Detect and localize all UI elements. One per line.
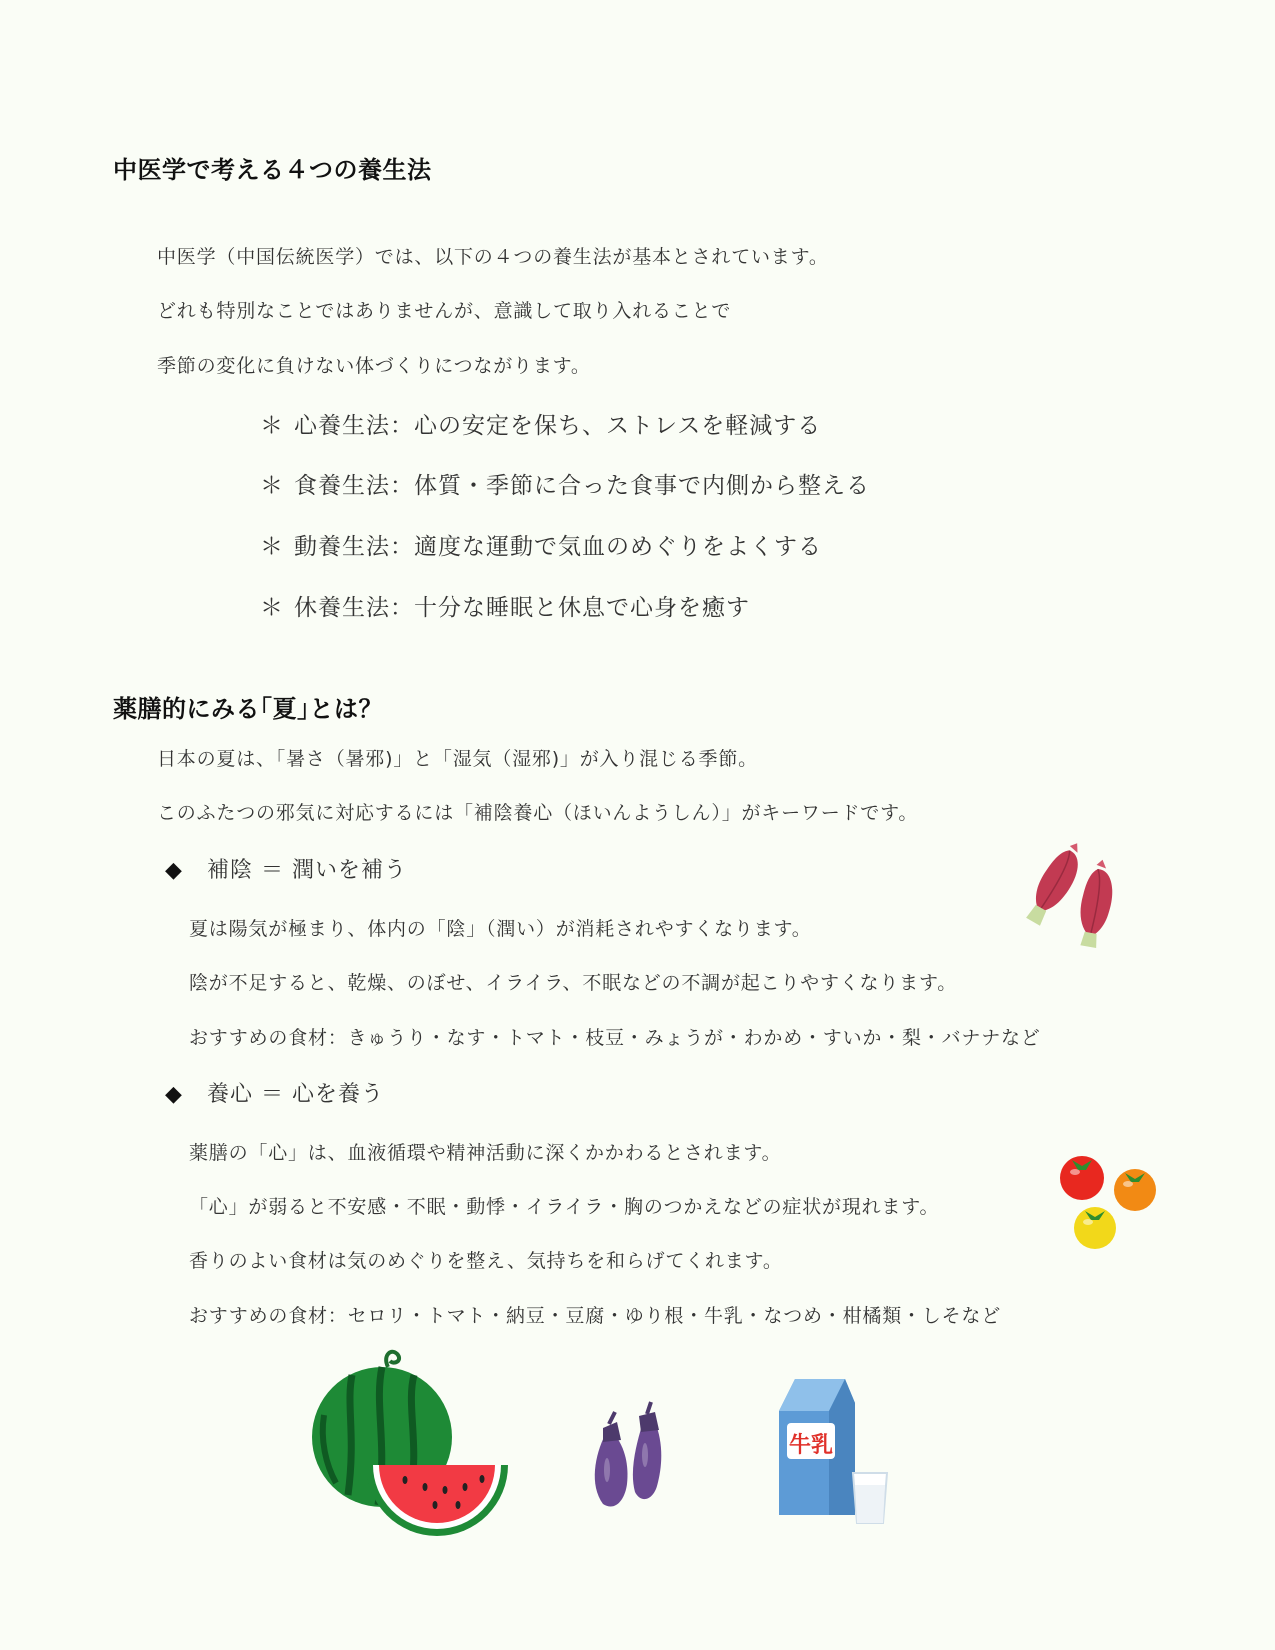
myoga-illustration: [1030, 838, 1130, 943]
eggplant-illustration: [585, 1400, 675, 1515]
youshin-line-1: 薬膳の「心」は、血液循環や精神活動に深くかかわるとされます。: [189, 1142, 782, 1164]
method-text: 心養生法：心の安定を保ち、ストレスを軽減する: [294, 413, 822, 439]
youshin-heading: [165, 1077, 384, 1108]
section1-intro-line-1: 中医学（中国伝統医学）では、以下の４つの養生法が基本とされています。: [157, 246, 829, 268]
method-text: 動養生法：適度な運動で気血のめぐりをよくする: [294, 534, 822, 560]
section1-intro-line-3: 季節の変化に負けない体づくりにつながります。: [157, 355, 591, 377]
method-text: 食養生法：体質・季節に合った食事で内側から整える: [294, 473, 870, 499]
youshin-heading-text: 養心 ＝ 心を養う: [207, 1082, 384, 1107]
section2-title: 薬膳的にみる｢夏｣とは？: [113, 695, 383, 723]
method-item-kokoro: [260, 407, 821, 440]
hoin-heading: [165, 853, 407, 884]
section1-title: 中医学で考える４つの養生法: [113, 156, 432, 184]
method-text: 休養生法：十分な睡眠と休息で心身を癒す: [294, 595, 750, 621]
tomatoes-illustration: [1055, 1150, 1165, 1255]
milk-label: 牛乳: [788, 1433, 833, 1458]
asterisk-icon: ＊: [260, 473, 284, 499]
watermelon-illustration: [310, 1345, 510, 1540]
method-item-dou: [260, 528, 822, 561]
method-item-shoku: [260, 467, 870, 500]
asterisk-icon: ＊: [260, 413, 284, 439]
youshin-line-4: おすすめの食材：セロリ・トマト・納豆・豆腐・ゆり根・牛乳・なつめ・柑橘類・しそなど: [189, 1305, 1001, 1327]
section2-intro-line-2: このふたつの邪気に対応するには「補陰養心（ほいんようしん）」がキーワードです。: [157, 802, 919, 824]
hoin-line-3: おすすめの食材：きゅうり・なす・トマト・枝豆・みょうが・わかめ・すいか・梨・バナナなど: [189, 1027, 1041, 1049]
hoin-line-1: 夏は陽気が極まり、体内の「陰」（潤い）が消耗されやすくなります。: [189, 918, 812, 940]
method-item-kyuu: [260, 589, 750, 622]
youshin-line-2: 「心」が弱ると不安感・不眠・動悸・イライラ・胸のつかえなどの症状が現れます。: [189, 1196, 940, 1218]
section1-intro-line-2: どれも特別なことではありませんが、意識して取り入れることで: [157, 300, 732, 322]
diamond-bullet-icon: ◆: [165, 1082, 183, 1107]
hoin-heading-text: 補陰 ＝ 潤いを補う: [207, 858, 407, 883]
hoin-line-2: 陰が不足すると、乾燥、のぼせ、イライラ、不眠などの不調が起こりやすくなります。: [189, 972, 958, 994]
diamond-bullet-icon: ◆: [165, 858, 183, 883]
youshin-line-3: 香りのよい食材は気のめぐりを整え、気持ちを和らげてくれます。: [189, 1250, 783, 1272]
asterisk-icon: ＊: [260, 595, 284, 621]
asterisk-icon: ＊: [260, 534, 284, 560]
section2-intro-line-1: 日本の夏は、「暑さ（暑邪)」と「湿気（湿邪)」が入り混じる季節。: [157, 748, 758, 770]
